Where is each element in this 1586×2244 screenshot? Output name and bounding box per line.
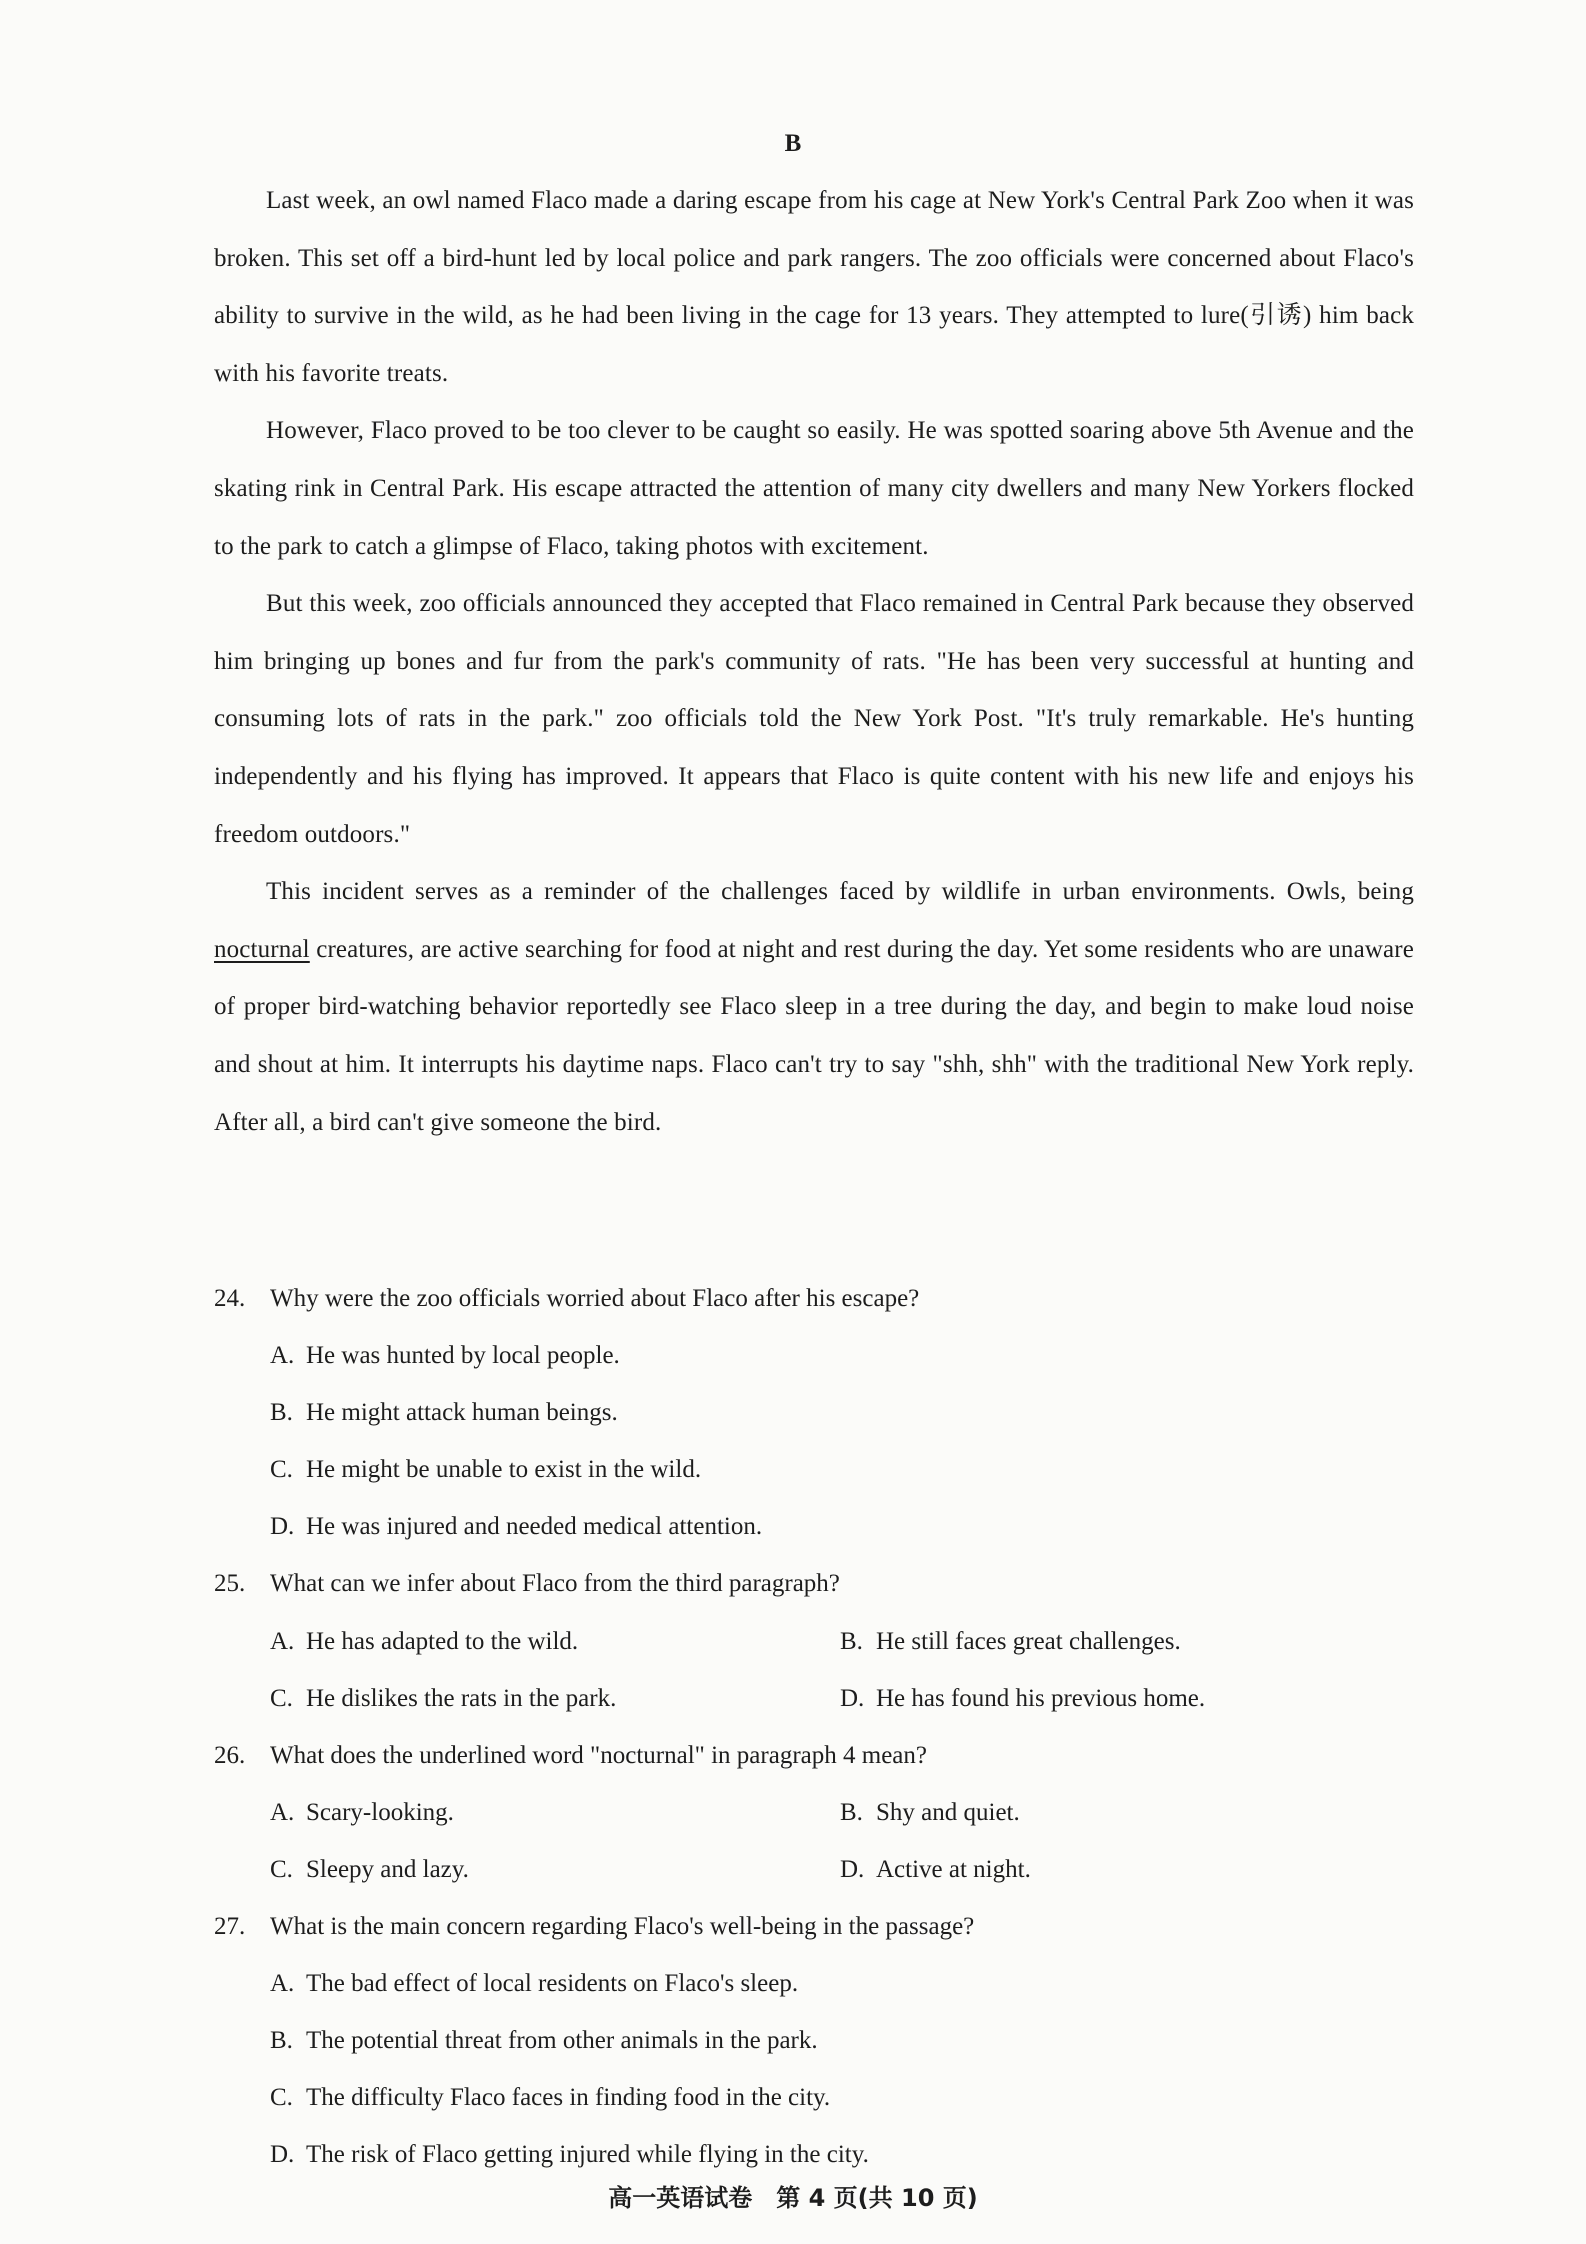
question-stem bbox=[214, 1555, 1414, 1612]
question-27 bbox=[214, 1898, 1414, 2183]
option-letter: C. bbox=[270, 2084, 293, 2112]
option-text: The difficulty Flaco faces in finding food in the city. bbox=[306, 2084, 831, 2112]
question-stem bbox=[214, 1727, 1414, 1784]
option-letter: A. bbox=[270, 1627, 295, 1655]
option-text: The risk of Flaco getting injured while flying in the city. bbox=[306, 2141, 869, 2169]
option-a bbox=[270, 1613, 840, 1670]
option-c bbox=[270, 1841, 840, 1898]
option-letter: B. bbox=[840, 1798, 863, 1826]
option-a bbox=[270, 1784, 840, 1841]
paragraph-4-end: creatures, are active searching for food at night and rest during the day. Yet some residents who are unaware of proper bird-watching behavior reportedly see Flaco sleep in a tree during the day, and begin to make loud noise and shout at him. It interrupts his daytime naps. Flaco can't try to say "shh, shh" with the traditional New York reply. After all, a bird can't give someone the bird. bbox=[214, 935, 1414, 1136]
option-row bbox=[270, 1841, 1414, 1898]
question-text: What can we infer about Flaco from the third paragraph? bbox=[270, 1570, 840, 1598]
option-c bbox=[270, 1670, 840, 1727]
question-number: 27. bbox=[214, 1913, 246, 1941]
paragraph-2: However, Flaco proved to be too clever to be caught so easily. He was spotted soaring above 5th Avenue and the skating rink in Central Park. His escape attracted the attention of many city dwellers and many New Yorkers flocked to the park to catch a glimpse of Flaco, taking photos with excitement. bbox=[214, 417, 1414, 560]
paragraph-3: But this week, zoo officials announced they accepted that Flaco remained in Central Park because they observed him bringing up bones and fur from the park's community of rats. "He has been very successful at hunting and consuming lots of rats in the park." zoo officials told the New York Post. "It's truly remarkable. He's hunting independently and his flying has improved. It appears that Flaco is quite content with his new life and enjoys his freedom outdoors." bbox=[214, 590, 1414, 848]
option-text: He might be unable to exist in the wild. bbox=[306, 1456, 702, 1484]
question-stem bbox=[214, 1898, 1414, 1955]
option-letter: D. bbox=[270, 2141, 295, 2169]
underlined-word: nocturnal bbox=[214, 935, 310, 963]
option-row bbox=[270, 1613, 1414, 1670]
option-letter: C. bbox=[270, 1855, 293, 1883]
option-letter: A. bbox=[270, 1342, 295, 1370]
option-letter: C. bbox=[270, 1456, 293, 1484]
option-letter: D. bbox=[840, 1855, 865, 1883]
option-d bbox=[840, 1670, 1410, 1727]
option-text: Shy and quiet. bbox=[876, 1798, 1020, 1826]
question-number: 26. bbox=[214, 1741, 246, 1769]
option-a bbox=[270, 1327, 1414, 1384]
option-text: He might attack human beings. bbox=[306, 1399, 618, 1427]
question-number: 25. bbox=[214, 1570, 246, 1598]
option-d bbox=[270, 1498, 1414, 1555]
option-text: The potential threat from other animals in the park. bbox=[306, 2027, 818, 2055]
option-text: He has found his previous home. bbox=[876, 1684, 1206, 1712]
option-text: He dislikes the rats in the park. bbox=[306, 1684, 617, 1712]
option-c bbox=[270, 1441, 1414, 1498]
option-letter: A. bbox=[270, 1798, 295, 1826]
option-b bbox=[840, 1784, 1410, 1841]
option-row bbox=[270, 1784, 1414, 1841]
question-text: Why were the zoo officials worried about Flaco after his escape? bbox=[270, 1285, 920, 1312]
question-list bbox=[214, 1270, 1414, 2184]
question-25 bbox=[214, 1555, 1414, 1726]
option-text: He was hunted by local people. bbox=[306, 1342, 620, 1370]
paragraph-4-start: This incident serves as a reminder of the challenges faced by wildlife in urban environments. Owls, being bbox=[266, 878, 1414, 906]
option-text: He was injured and needed medical attention. bbox=[306, 1513, 763, 1541]
option-letter: C. bbox=[270, 1684, 293, 1712]
option-a bbox=[270, 1955, 1414, 2012]
option-b bbox=[840, 1613, 1410, 1670]
option-letter: A. bbox=[270, 1970, 295, 1998]
question-stem bbox=[214, 1270, 1414, 1327]
option-text: Sleepy and lazy. bbox=[306, 1855, 469, 1883]
paragraph-1: Last week, an owl named Flaco made a daring escape from his cage at New York's Central Park Zoo when it was broken. This set off a bird-hunt led by local police and park rangers. The zoo officials were concerned about Flaco's ability to survive in the wild, as he had been living in the cage for 13 years. They attempted to lure(引诱) him back with his favorite treats. bbox=[214, 187, 1414, 387]
option-row bbox=[270, 1670, 1414, 1727]
option-b bbox=[270, 2012, 1414, 2069]
question-24 bbox=[214, 1270, 1414, 1555]
question-number: 24. bbox=[214, 1285, 246, 1312]
option-d bbox=[840, 1841, 1410, 1898]
option-text: The bad effect of local residents on Flaco's sleep. bbox=[306, 1970, 799, 1998]
option-d bbox=[270, 2126, 1414, 2183]
question-26 bbox=[214, 1727, 1414, 1898]
option-letter: B. bbox=[270, 1399, 293, 1427]
section-letter: B bbox=[784, 130, 802, 157]
reading-passage bbox=[214, 172, 1414, 1151]
question-text: What is the main concern regarding Flaco's well-being in the passage? bbox=[270, 1913, 975, 1941]
paragraph-4 bbox=[214, 863, 1414, 1151]
option-b bbox=[270, 1384, 1414, 1441]
option-letter: B. bbox=[270, 2027, 293, 2055]
page-footer: 高一英语试卷 第 4 页(共 10 页) bbox=[608, 2184, 978, 2212]
option-text: Active at night. bbox=[876, 1855, 1031, 1883]
question-text: What does the underlined word "nocturnal" in paragraph 4 mean? bbox=[270, 1741, 927, 1769]
option-letter: B. bbox=[840, 1627, 863, 1655]
option-letter: D. bbox=[840, 1684, 865, 1712]
option-text: He still faces great challenges. bbox=[876, 1627, 1181, 1655]
option-c bbox=[270, 2069, 1414, 2126]
option-letter: D. bbox=[270, 1513, 295, 1541]
option-text: He has adapted to the wild. bbox=[306, 1627, 579, 1655]
option-text: Scary-looking. bbox=[306, 1798, 454, 1826]
